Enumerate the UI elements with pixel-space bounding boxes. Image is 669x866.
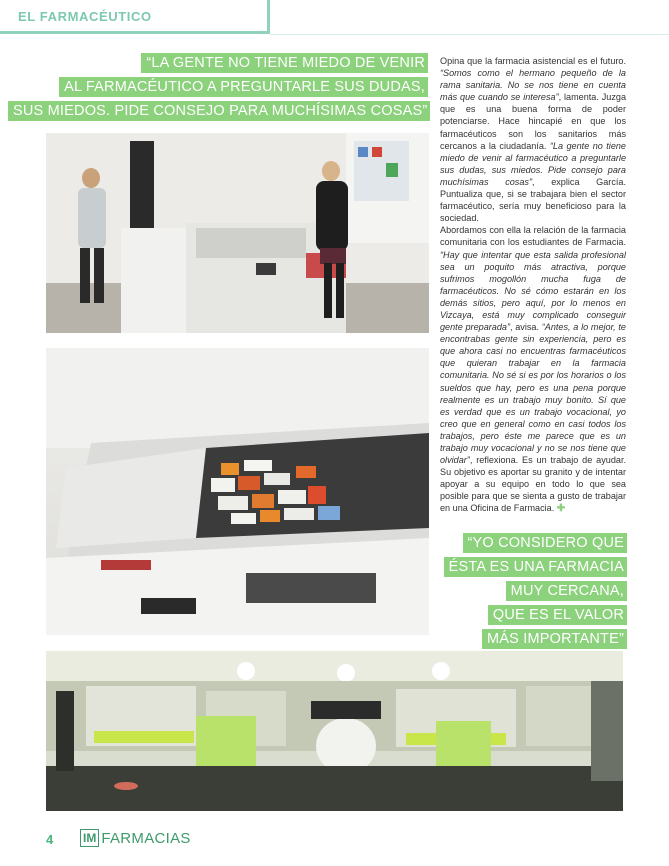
photo-robot-medicine-boxes (46, 348, 429, 635)
section-title: EL FARMACÉUTICO (18, 9, 152, 24)
pull-quote-bottom (427, 533, 627, 653)
article-paragraph-1 (440, 55, 626, 224)
header-rule (270, 34, 669, 35)
article-quote: “La gente no tiene miedo de venir al farmacéutico a preguntarle sus dudas, sus miedos. Pide consejo para muchísimas cosas” (440, 140, 626, 187)
pull-quote-top (8, 53, 428, 125)
end-mark-icon: ✚ (556, 503, 566, 515)
article-text: , lamenta. Juzga que es una buena forma de poder potenciarse. Hace hincapié en que los farmacéuticos son los sanitarios más cercanos a la ciudadanía. (440, 92, 626, 151)
article-text: , reflexiona. Es un trabajo de ayudar. Su objetivo es aportar su granito y de intentar apoyar a su equipo en todo lo que sea posible para que se sienta a gusto de trabajar en una Oficina de Farmacia. (440, 455, 626, 514)
article-text: , avisa. (509, 322, 542, 333)
publication-logo (80, 827, 191, 849)
article-paragraph-2 (440, 224, 626, 515)
article-text: Opina que la farmacia asistencial es el futuro. (440, 56, 626, 66)
photo-pharmacy-panorama (46, 651, 623, 811)
pull-quote-line: MÁS IMPORTANTE” (482, 629, 627, 649)
article-text: , explica García. Puntualiza que, si se trabajara bien el sector farmacéutico, sería muy beneficioso para la sociedad. (440, 176, 626, 224)
pull-quote-line: “YO CONSIDERO QUE (463, 533, 627, 553)
pull-quote-line: SUS MIEDOS. PIDE CONSEJO PARA MUCHÍSIMAS COSAS” (8, 101, 430, 121)
pull-quote-line: AL FARMACÉUTICO A PREGUNTARLE SUS DUDAS, (59, 77, 428, 97)
article-quote: “Antes, a lo mejor, te encontrabas gente sin experiencia, pero es que ahora casi no encuentras farmacéuticos que quieran trabajar en la farmacia comunitaria. No sé si es por los horarios o los sueldos que hay, pero es una pena porque realmente es un trabajo muy bonito. Sí que es verdad que es un trabajo vocacional, yo creo que en general como en casi todos los trabajos, pero éste me parece que es un trabajo muy vocacional y no se nos tiene que olvidar” (440, 322, 626, 466)
pull-quote-line: “LA GENTE NO TIENE MIEDO DE VENIR (141, 53, 428, 73)
logo-name: FARMACIAS (101, 829, 191, 847)
page-number: 4 (46, 832, 54, 847)
section-tab (0, 0, 270, 34)
pull-quote-line: ÉSTA ES UNA FARMACIA (444, 557, 627, 577)
article-quote: “Somos como el hermano pequeño de la rama sanitaria. No se nos tiene en cuenta más que cuando se interesa” (440, 68, 626, 103)
pull-quote-line: MUY CERCANA, (506, 581, 627, 601)
pull-quote-line: QUE ES EL VALOR (488, 605, 627, 625)
photo-pharmacy-robot (46, 133, 429, 333)
article-quote: “Hay que intentar que esta salida profesional sea un poquito más atractiva, porque sufrimos mogollón mucha fuga de farmacéuticos. No sé cómo estarán en los demás sitios, pero aquí, por lo menos en Vizcaya, está muy complicado conseguir gente preparada” (440, 249, 626, 333)
article-text: Abordamos con ella la relación de la farmacia comunitaria con los estudiantes de Farmacia. (440, 225, 626, 248)
logo-mark: IM (80, 829, 99, 847)
article-body (440, 55, 626, 516)
